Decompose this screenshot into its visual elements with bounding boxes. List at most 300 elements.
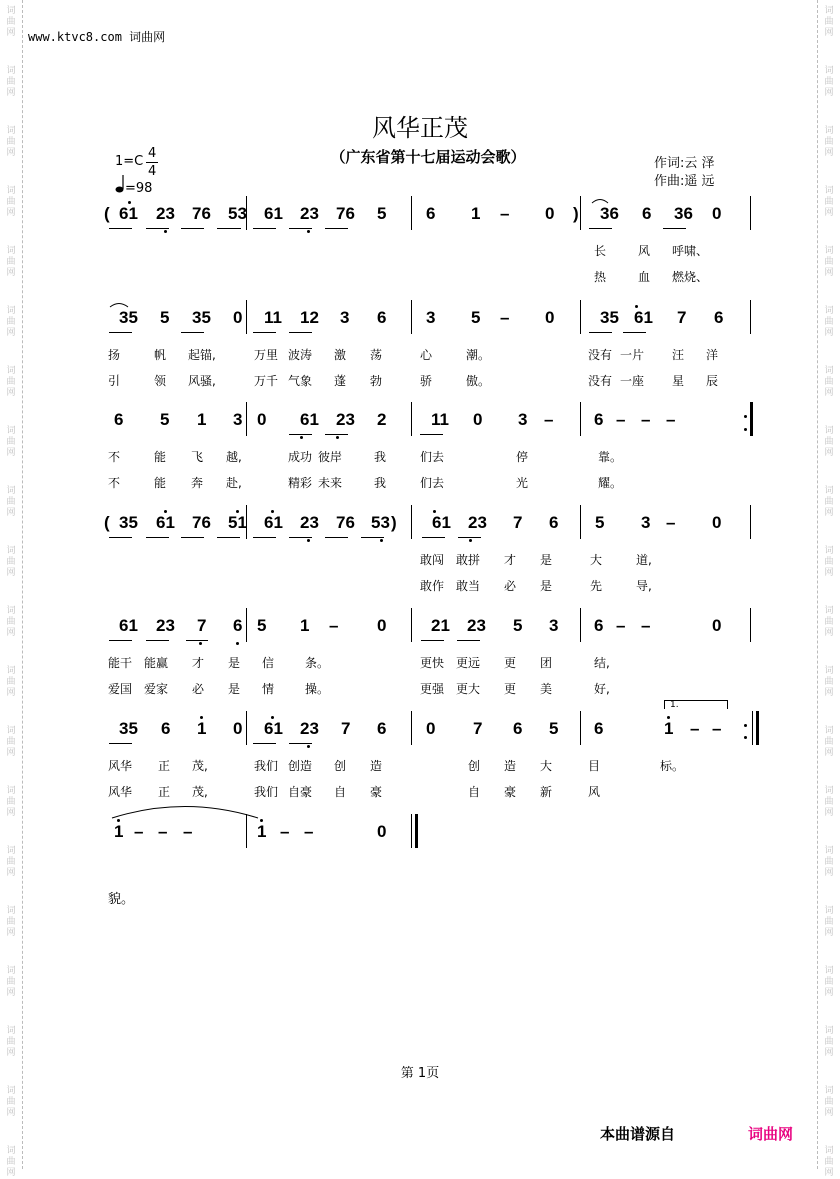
octave-dot [117, 819, 120, 822]
watermark-text: 词 曲 网 [824, 726, 834, 758]
song-title: 风华正茂 [372, 114, 468, 142]
lyric-verse-1: 没有 [588, 348, 613, 362]
note: 35 [192, 308, 211, 327]
watermark-text: 词 曲 网 [6, 906, 16, 938]
note: 3 [641, 513, 651, 532]
octave-dot [307, 745, 310, 748]
note: 6 [377, 308, 387, 327]
watermark-text: 词 曲 网 [824, 186, 834, 218]
note: 6 [161, 719, 171, 738]
watermark-text: 词 曲 网 [824, 306, 834, 338]
watermark-text: 词 曲 网 [6, 486, 16, 518]
watermark-text: 词 曲 网 [824, 1086, 834, 1118]
lyric-verse-2: 风华 [108, 785, 133, 799]
bar-line [246, 196, 247, 230]
lyric-verse-2: 领 [154, 374, 167, 388]
note: 5 [595, 513, 605, 532]
watermark-text: 词 曲 网 [824, 246, 834, 278]
lyric-verse-1: 更快 [420, 656, 445, 670]
note: 21 [431, 616, 450, 635]
note: 61 [264, 719, 283, 738]
beam-underline [181, 332, 204, 333]
lyric-verse-1: 起锚, [188, 348, 216, 362]
beam-underline [458, 537, 481, 538]
watermark-text: 词 曲 网 [6, 66, 16, 98]
note: 61 [264, 513, 283, 532]
note: 61 [634, 308, 653, 327]
watermark-text: 词 曲 网 [824, 66, 834, 98]
lyric-verse-1: 更远 [456, 656, 481, 670]
note: 23 [468, 513, 487, 532]
bar-line [580, 608, 581, 642]
note: 6 [377, 719, 387, 738]
lyric-verse-2: 敢作 [420, 579, 445, 593]
lyric-verse-2: 燃烧、 [672, 270, 709, 284]
bar-line [750, 196, 751, 230]
watermark-text: 词 曲 网 [824, 6, 834, 38]
watermark-text: 词 曲 网 [824, 546, 834, 578]
note: 6 [114, 410, 124, 429]
note: – [500, 308, 510, 327]
lyric-verse-1: 敢拼 [456, 553, 481, 567]
watermark-text: 词 曲 网 [6, 606, 16, 638]
note: 5 [160, 308, 170, 327]
note: 6 [594, 616, 604, 635]
note: 1 [197, 410, 207, 429]
note: 7 [473, 719, 483, 738]
lyric-verse-2: 必 [192, 682, 205, 696]
volta-label: 1. [670, 700, 679, 710]
lyric-verse-1: 洋 [706, 348, 719, 362]
beam-underline [289, 228, 312, 229]
repeat-dot [744, 428, 747, 431]
note: 23 [300, 513, 319, 532]
octave-dot [271, 716, 274, 719]
composer-credit: 作曲:遥 远 [654, 174, 715, 189]
key-signature: 1=C [115, 154, 144, 169]
bar-line [246, 505, 247, 539]
lyric-verse-2: 们去 [420, 476, 445, 490]
watermark-text: 词 曲 网 [824, 426, 834, 458]
note: – [544, 410, 554, 429]
octave-dot [380, 539, 383, 542]
tail-lyric: 貌。 [108, 892, 135, 907]
watermark-text: 词 曲 网 [6, 366, 16, 398]
lyric-verse-2: 自 [334, 785, 347, 799]
bar-line [246, 402, 247, 436]
lyric-verse-1: 才 [504, 553, 517, 567]
note: 3 [340, 308, 350, 327]
lyric-verse-1: 才 [192, 656, 205, 670]
watermark-text: 词 曲 网 [6, 306, 16, 338]
octave-dot [271, 510, 274, 513]
lyric-verse-1: 激 [334, 348, 347, 362]
bar-line [411, 196, 412, 230]
octave-dot [200, 716, 203, 719]
note: – [329, 616, 339, 635]
lyric-verse-2: 一座 [620, 374, 645, 388]
lyric-verse-1: 彼岸 [318, 450, 343, 464]
bar-line [411, 608, 412, 642]
beam-underline [146, 537, 169, 538]
lyric-verse-1: 目 [588, 759, 601, 773]
lyric-verse-1: 荡 [370, 348, 383, 362]
lyric-verse-2: 光 [516, 476, 529, 490]
beam-underline [589, 332, 612, 333]
watermark-text: 词 曲 网 [6, 666, 16, 698]
note: 6 [642, 204, 652, 223]
lyric-verse-1: 停 [516, 450, 529, 464]
bar-line [411, 402, 412, 436]
lyric-verse-1: 是 [540, 553, 553, 567]
octave-dot [635, 305, 638, 308]
note: 6 [714, 308, 724, 327]
note: 36 [674, 204, 693, 223]
note: 7 [677, 308, 687, 327]
beam-underline [457, 640, 480, 641]
note: – [712, 719, 722, 738]
note: 23 [156, 616, 175, 635]
bar-line [246, 814, 247, 848]
lyric-verse-1: 结, [594, 656, 610, 670]
note: 0 [233, 719, 243, 738]
beam-underline [325, 537, 348, 538]
watermark-text: 词 曲 网 [6, 1086, 16, 1118]
note: 6 [513, 719, 523, 738]
note: 7 [513, 513, 523, 532]
lyric-verse-1: 能 [154, 450, 167, 464]
note: 11 [264, 308, 282, 327]
lyric-verse-1: 们去 [420, 450, 445, 464]
note: 3 [549, 616, 559, 635]
lyric-verse-2: 我们 [254, 785, 279, 799]
beam-underline [623, 332, 646, 333]
note: 0 [377, 616, 387, 635]
lyric-verse-1: 创造 [288, 759, 313, 773]
bar-line [246, 608, 247, 642]
beam-underline [289, 434, 312, 435]
beam-underline [421, 640, 444, 641]
note: 61 [119, 204, 138, 223]
note: – [666, 513, 676, 532]
bar-line [580, 300, 581, 334]
lyric-verse-1: 风华 [108, 759, 133, 773]
beam-underline [663, 228, 686, 229]
lyric-verse-2: 正 [158, 785, 171, 799]
lyricist-credit: 作词:云 泽 [654, 156, 715, 171]
beam-underline [253, 228, 276, 229]
lyric-verse-2: 能 [154, 476, 167, 490]
note: 23 [336, 410, 355, 429]
note: 35 [119, 513, 138, 532]
tempo-mark: =98 [125, 181, 153, 196]
lyric-verse-1: 呼啸、 [672, 244, 709, 258]
note: 76 [192, 513, 211, 532]
note: – [183, 822, 193, 841]
lyric-verse-2: 血 [638, 270, 651, 284]
lyric-verse-2: 精彩 [288, 476, 313, 490]
lyric-verse-1: 信 [262, 656, 275, 670]
beam-underline [420, 434, 443, 435]
octave-dot [236, 642, 239, 645]
note: 6 [594, 719, 604, 738]
note: 53 [228, 204, 247, 223]
note: 36 [600, 204, 619, 223]
lyric-verse-2: 操。 [305, 682, 330, 696]
note: 61 [300, 410, 319, 429]
octave-dot [128, 201, 131, 204]
lyric-verse-1: 汪 [672, 348, 685, 362]
lyric-verse-1: 大 [540, 759, 553, 773]
lyric-verse-2: 更 [504, 682, 517, 696]
time-signature-top: 4 [148, 146, 157, 161]
lyric-verse-2: 我 [374, 476, 387, 490]
watermark-text: 词 曲 网 [6, 186, 16, 218]
octave-dot [307, 230, 310, 233]
lyric-verse-2: 勃 [370, 374, 383, 388]
note: 0 [377, 822, 387, 841]
beam-underline [109, 640, 132, 641]
beam-underline [253, 332, 276, 333]
note: 0 [257, 410, 267, 429]
watermark-text: 词 曲 网 [824, 1026, 834, 1058]
note: 6 [233, 616, 243, 635]
lyric-verse-1: 我 [374, 450, 387, 464]
bar-line-thick [415, 814, 418, 848]
note: – [500, 204, 510, 223]
lyric-verse-2: 傲。 [466, 374, 491, 388]
lyric-verse-2: 风骚, [188, 374, 216, 388]
note: 7 [197, 616, 207, 635]
lyric-verse-2: 星 [672, 374, 685, 388]
lyric-verse-1: 潮。 [466, 348, 491, 362]
note: 3 [233, 410, 243, 429]
lyric-verse-1: 团 [540, 656, 553, 670]
note: 0 [426, 719, 436, 738]
lyric-verse-1: 心 [420, 348, 433, 362]
note: – [616, 616, 626, 635]
lyric-verse-1: 茂, [192, 759, 208, 773]
note: 11 [431, 410, 449, 429]
lyric-verse-2: 热 [594, 270, 607, 284]
note: – [280, 822, 290, 841]
lyric-verse-2: 风 [588, 785, 601, 799]
note: 76 [192, 204, 211, 223]
lyric-verse-2: 是 [540, 579, 553, 593]
watermark-text: 词 曲 网 [824, 906, 834, 938]
note: 76 [336, 513, 355, 532]
beam-underline [589, 228, 612, 229]
note: – [641, 616, 651, 635]
lyric-verse-1: 长 [594, 244, 607, 258]
repeat-bar [750, 402, 753, 436]
lyric-verse-2: 不 [108, 476, 121, 490]
octave-dot [236, 510, 239, 513]
note: 0 [712, 204, 722, 223]
note: – [666, 410, 676, 429]
lyric-verse-2: 豪 [504, 785, 517, 799]
lyric-verse-1: 越, [226, 450, 242, 464]
lyric-verse-1: 是 [228, 656, 241, 670]
watermark-text: 词 曲 网 [6, 1026, 16, 1058]
note: 12 [300, 308, 319, 327]
note: – [641, 410, 651, 429]
lyric-verse-1: 成功 [288, 450, 313, 464]
note: 6 [549, 513, 559, 532]
note: 61 [432, 513, 451, 532]
watermark-text: 词 曲 网 [824, 786, 834, 818]
note: 23 [300, 719, 319, 738]
lyric-verse-1: 创 [334, 759, 347, 773]
beam-underline [146, 640, 169, 641]
beam-underline [361, 537, 384, 538]
lyric-verse-1: 更 [504, 656, 517, 670]
bar-line [750, 505, 751, 539]
bar-line [411, 711, 412, 745]
bar-line [411, 505, 412, 539]
note: 3 [518, 410, 528, 429]
note: 5 [549, 719, 559, 738]
bar-line [580, 505, 581, 539]
lyric-verse-1: 敢闯 [420, 553, 445, 567]
note: – [690, 719, 700, 738]
lyric-verse-2: 赴, [226, 476, 242, 490]
note: 0 [233, 308, 243, 327]
lyric-verse-2: 好, [594, 682, 610, 696]
lyric-verse-2: 骄 [420, 374, 433, 388]
lyric-verse-2: 耀。 [598, 476, 623, 490]
lyric-verse-2: 引 [108, 374, 121, 388]
note: 6 [594, 410, 604, 429]
lyric-verse-1: 造 [504, 759, 517, 773]
repeat-dot [744, 736, 747, 739]
lyric-verse-2: 敢当 [456, 579, 481, 593]
watermark-text: 词 曲 网 [824, 366, 834, 398]
note: 23 [156, 204, 175, 223]
note: 7 [341, 719, 351, 738]
beam-underline [109, 228, 132, 229]
octave-dot [164, 510, 167, 513]
watermark-text: 词 曲 网 [6, 846, 16, 878]
watermark-text: 词 曲 网 [6, 966, 16, 998]
repeat-dot [744, 415, 747, 418]
lyric-verse-2: 辰 [706, 374, 719, 388]
note: – [158, 822, 168, 841]
beam-underline [325, 228, 348, 229]
note: 0 [712, 616, 722, 635]
lyric-verse-2: 爱国 [108, 682, 133, 696]
note: 0 [712, 513, 722, 532]
octave-dot [307, 539, 310, 542]
note: 51 [228, 513, 247, 532]
octave-dot [300, 436, 303, 439]
watermark-text: 词 曲 网 [824, 1146, 834, 1178]
beam-underline [217, 537, 240, 538]
note: 1 [664, 719, 674, 738]
note: 5 [257, 616, 267, 635]
site-label[interactable]: www.ktvc8.com 词曲网 [28, 30, 166, 44]
repeat-dot [744, 724, 747, 727]
beam-underline [289, 537, 312, 538]
watermark-text: 词 曲 网 [6, 726, 16, 758]
octave-dot [469, 539, 472, 542]
brand-link[interactable]: 词曲网 [748, 1125, 794, 1143]
lyric-verse-1: 能干 [108, 656, 133, 670]
bar-line [750, 608, 751, 642]
lyric-verse-2: 更强 [420, 682, 445, 696]
lyric-verse-1: 能赢 [144, 656, 169, 670]
lyric-verse-2: 自 [468, 785, 481, 799]
lyric-verse-2: 是 [228, 682, 241, 696]
lyric-verse-2: 必 [504, 579, 517, 593]
octave-dot [199, 642, 202, 645]
note: 3 [426, 308, 436, 327]
note: 1 [471, 204, 481, 223]
octave-dot [260, 819, 263, 822]
beam-underline [109, 743, 132, 744]
lyric-verse-1: 道, [636, 553, 652, 567]
beam-underline [325, 434, 348, 435]
lyric-verse-2: 未来 [318, 476, 343, 490]
note: 1 [197, 719, 207, 738]
song-subtitle: （广东省第十七届运动会歌） [330, 148, 526, 166]
note: 23 [300, 204, 319, 223]
source-label: 本曲谱源自 [600, 1125, 676, 1143]
lyric-verse-1: 靠。 [598, 450, 623, 464]
note: ( [104, 513, 110, 532]
octave-dot [336, 436, 339, 439]
note: 1 [300, 616, 310, 635]
lyric-verse-1: 扬 [108, 348, 121, 362]
page-number: 第 1页 [400, 1066, 440, 1081]
lyric-verse-1: 飞 [191, 450, 204, 464]
note: 5 [513, 616, 523, 635]
lyric-verse-1: 一片 [620, 348, 645, 362]
beam-underline [422, 537, 445, 538]
time-signature-bottom: 4 [148, 164, 157, 179]
note: 5 [377, 204, 387, 223]
bar-line [580, 711, 581, 745]
watermark-text: 词 曲 网 [6, 546, 16, 578]
lyric-verse-1: 波涛 [288, 348, 313, 362]
note: 2 [377, 410, 387, 429]
lyric-verse-2: 美 [540, 682, 553, 696]
bar-line-thick [756, 711, 759, 745]
lyric-verse-2: 蓬 [334, 374, 347, 388]
lyric-verse-2: 万千 [254, 374, 279, 388]
bar-line [580, 402, 581, 436]
note: 23 [467, 616, 486, 635]
bar-line [750, 300, 751, 334]
beam-underline [109, 332, 132, 333]
bar-line [580, 196, 581, 230]
lyric-verse-1: 创 [468, 759, 481, 773]
note: 0 [545, 204, 555, 223]
note: 5 [160, 410, 170, 429]
lyric-verse-1: 风 [638, 244, 651, 258]
note: – [304, 822, 314, 841]
lyric-verse-2: 导, [636, 579, 652, 593]
watermark-text: 词 曲 网 [6, 1146, 16, 1178]
lyric-verse-2: 奔 [191, 476, 204, 490]
watermark-text: 词 曲 网 [824, 966, 834, 998]
beam-underline [109, 537, 132, 538]
beam-underline [146, 228, 169, 229]
note: ) [391, 513, 397, 532]
lyric-verse-2: 情 [262, 682, 275, 696]
watermark-text: 词 曲 网 [6, 426, 16, 458]
note: 76 [336, 204, 355, 223]
